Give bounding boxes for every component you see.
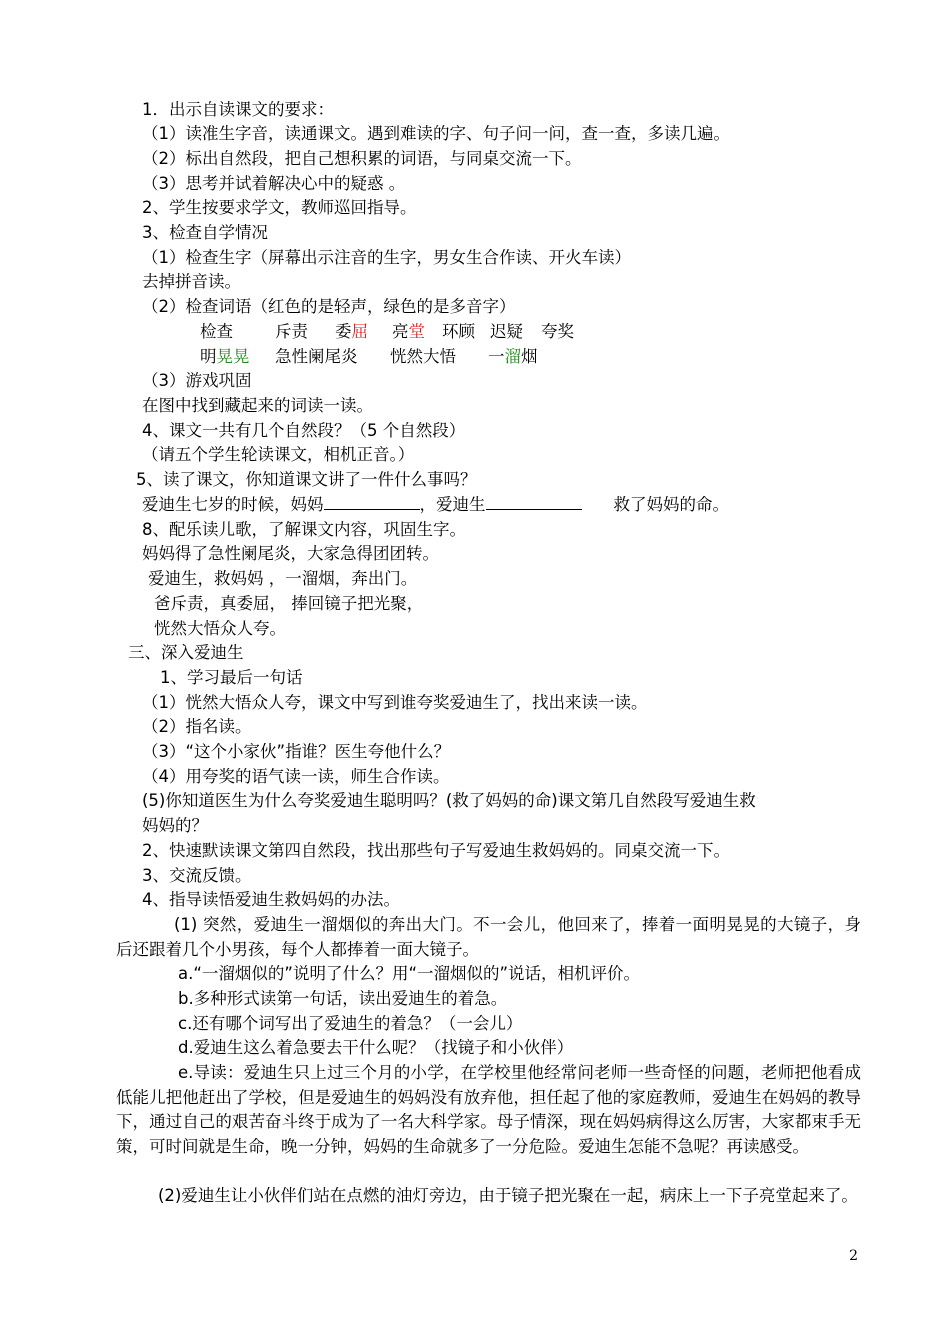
- poem-line-2: 爱迪生，救妈妈 ，一溜烟，奔出门。: [148, 569, 418, 588]
- line-fill-blank: 爱迪生七岁的时候，妈妈 ，爱迪生 救了妈妈的命。: [142, 495, 729, 514]
- line-find-words: 在图中找到藏起来的词读一读。: [142, 396, 373, 415]
- line-requirement-2: （2）标出自然段，把自己想积累的词语，与同桌交流一下。: [142, 149, 582, 168]
- line-q2: （2）指名读。: [142, 717, 252, 736]
- line-check-words: （2）检查词语（红色的是轻声，绿色的是多音字）: [142, 297, 516, 316]
- line-q4: （4）用夸奖的语气读一读，师生合作读。: [142, 767, 450, 786]
- line-reading-requirements: 1．出示自读课文的要求：: [142, 100, 334, 119]
- line-round-reading: （请五个学生轮读课文，相机正音。）: [142, 445, 415, 464]
- line-requirement-3: （3）思考并试着解决心中的疑惑 。: [142, 174, 406, 193]
- page-number: 2: [849, 1248, 858, 1264]
- word-chize: 斥责: [275, 322, 308, 341]
- blank-2: [486, 494, 582, 510]
- line-step-8: 8、配乐读儿歌，了解课文内容，巩固生字。: [142, 520, 466, 539]
- line-q1: （1）恍然大悟众人夸，课文中写到谁夸奖爱迪生了，找出来读一读。: [142, 693, 648, 712]
- line-item-d: d.爱迪生这么着急要去干什么呢？（找镜子和小伙伴）: [178, 1038, 574, 1057]
- paragraph-sentence-2: (2)爱迪生让小伙伴们站在点燃的油灯旁边，由于镜子把光聚在一起，病床上一下子亮堂起来了。: [158, 1186, 858, 1205]
- line-requirement-1: （1）读准生字音，读通课文。遇到难读的字、句子问一问，查一查，多读几遍。: [142, 124, 730, 143]
- word-yiliuyan: 一溜烟: [488, 347, 538, 366]
- word-liangtang: 亮堂: [392, 322, 425, 341]
- line-study-last-sentence: 1、学习最后一句话: [160, 668, 303, 687]
- word-kuajiang: 夸奖: [541, 322, 574, 341]
- line-item-b: b.多种形式读第一句话，读出爱迪生的着急。: [178, 989, 508, 1008]
- word-minghuanghuang: 明晃晃: [200, 347, 250, 366]
- paragraph-sentence-1: (1) 突然，爱迪生一溜烟似的奔出大门。不一会儿，他回来了，捧着一面明晃晃的大镜子，身后还跟着几个小男孩，每个人都捧着一面大镜子。: [116, 915, 861, 959]
- line-feedback: 3、交流反馈。: [142, 866, 252, 885]
- line-remove-pinyin: 去掉拼音读。: [142, 272, 241, 291]
- line-q5-cont: 妈妈的？: [142, 816, 208, 835]
- line-fast-read: 2、快速默读课文第四自然段，找出那些句子写爱迪生救妈妈的。同桌交流一下。: [142, 841, 730, 860]
- poem-line-1: 妈妈得了急性阑尾炎，大家急得团团转。: [142, 544, 439, 563]
- line-step-4: 4、课文一共有几个自然段？（5 个自然段）: [142, 421, 466, 440]
- word-appendicitis: 急性阑尾炎: [275, 347, 358, 366]
- word-huangrandawu: 恍然大悟: [390, 347, 456, 366]
- line-guide-reading: 4、指导读悟爱迪生救妈妈的办法。: [142, 890, 400, 909]
- line-item-a: a.“一溜烟似的”说明了什么？用“一溜烟似的”说话，相机评价。: [178, 964, 641, 983]
- line-step-3: 3、检查自学情况: [142, 223, 268, 242]
- poem-line-3: 爸斥责，真委屈， 捧回镜子把光聚，: [154, 594, 424, 613]
- line-game: （3）游戏巩固: [142, 371, 252, 390]
- line-step-2: 2、学生按要求学文，教师巡回指导。: [142, 198, 417, 217]
- blank-1: [324, 494, 420, 510]
- word-weiqu: 委屈: [335, 322, 368, 341]
- paragraph-guide-e: e.导读：爱迪生只上过三个月的小学，在学校里他经常问老师一些奇怪的问题，老师把他看成低能儿把他赶出了学校，但是爱迪生的妈妈没有放弃他，担任起了他的家庭教师，爱迪生在妈妈的教导下，通过自己的艰苦奋斗终于成为了一名大科学家。母子情深，现在妈妈病得这么厉害，大家都束手无策，可时间就是生命，晚一分钟，妈妈的生命就多了一分危险。爱迪生怎能不急呢？再读感受。: [116, 1063, 861, 1156]
- line-item-c: c.还有哪个词写出了爱迪生的着急？（一会儿）: [178, 1014, 523, 1033]
- line-check-characters: （1）检查生字（屏幕出示注音的生字，男女生合作读、开火车读）: [142, 248, 631, 267]
- line-q3: （3）“这个小家伙”指谁？医生夸他什么？: [142, 742, 451, 761]
- line-step-5: 5、读了课文，你知道课文讲了一件什么事吗？: [136, 470, 477, 489]
- word-huangu: 环顾: [442, 322, 475, 341]
- word-chiyi: 迟疑: [490, 322, 523, 341]
- section-heading-3: 三、深入爱迪生: [128, 643, 244, 662]
- line-q5: (5)你知道医生为什么夸奖爱迪生聪明吗？(救了妈妈的命)课文第几自然段写爱迪生救: [142, 791, 756, 810]
- word-jiancha: 检查: [200, 322, 233, 341]
- poem-line-4: 恍然大悟众人夸。: [154, 619, 286, 638]
